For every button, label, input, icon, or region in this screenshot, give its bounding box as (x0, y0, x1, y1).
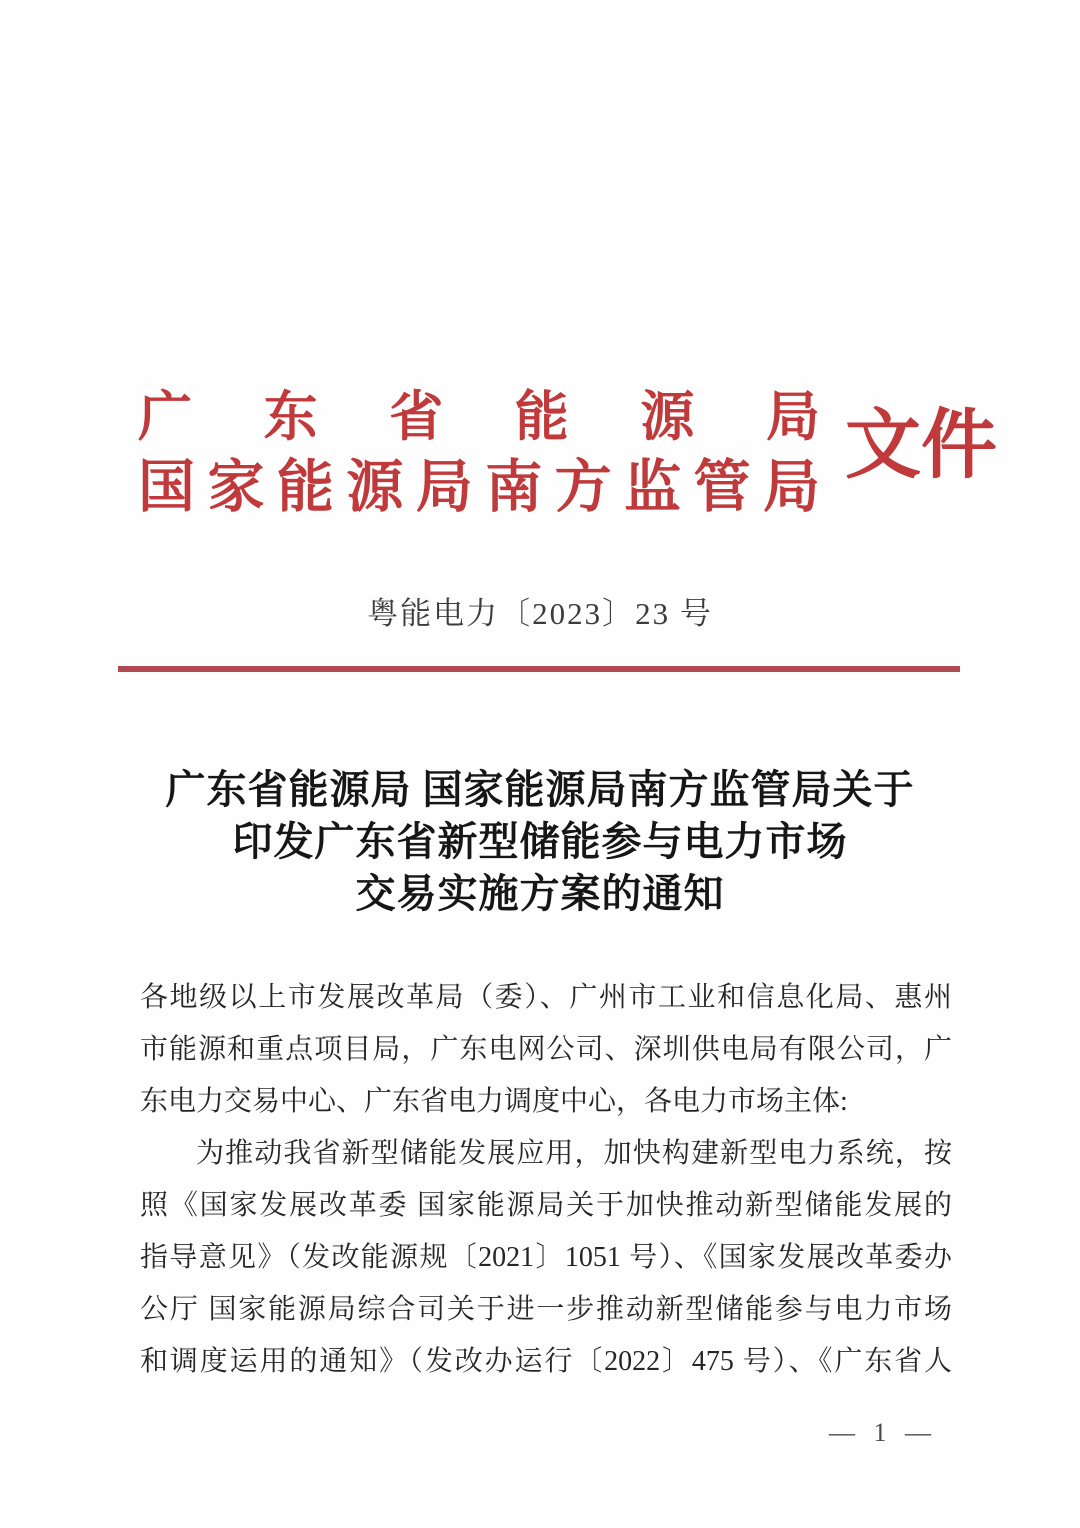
body-text-line: 公厅 国家能源局综合司关于进一步推动新型储能参与电力市场 (140, 1294, 952, 1325)
agency-name-line1: 广东省能源局 (138, 387, 820, 447)
body-text-line: 各地级以上市发展改革局（委）、广州市工业和信息化局、惠州 (140, 982, 952, 1013)
page-number: — 1 — (829, 1418, 937, 1447)
body-text-line: 和调度运用的通知》（发改办运行〔2022〕475 号）、《广东省人 (140, 1346, 952, 1377)
doc-title-line: 印发广东省新型储能参与电力市场 (232, 819, 848, 864)
body-text-line: 指导意见》（发改能源规〔2021〕1051 号）、《国家发展改革委办 (140, 1242, 952, 1273)
body-text-line: 市能源和重点项目局，广东电网公司、深圳供电局有限公司，广 (140, 1034, 952, 1065)
doc-number: 粤能电力〔2023〕23 号 (367, 596, 713, 631)
letterhead (138, 386, 820, 520)
red-divider-line (118, 666, 960, 672)
body-text-line: 东电力交易中心、广东省电力调度中心，各电力市场主体: (140, 1086, 848, 1117)
body-text-line: 照《国家发展改革委 国家能源局关于加快推动新型储能发展的 (140, 1190, 952, 1221)
doc-title (0, 764, 1080, 920)
body-text-line: 为推动我省新型储能发展应用，加快构建新型电力系统，按 (196, 1138, 952, 1169)
doc-body (140, 972, 952, 1388)
doc-title-line: 交易实施方案的通知 (355, 871, 725, 916)
doc-type-label: 文件 (845, 404, 997, 488)
agency-name-line2: 国家能源局南方监管局 (138, 456, 820, 519)
doc-title-line: 广东省能源局 国家能源局南方监管局关于 (165, 767, 915, 812)
